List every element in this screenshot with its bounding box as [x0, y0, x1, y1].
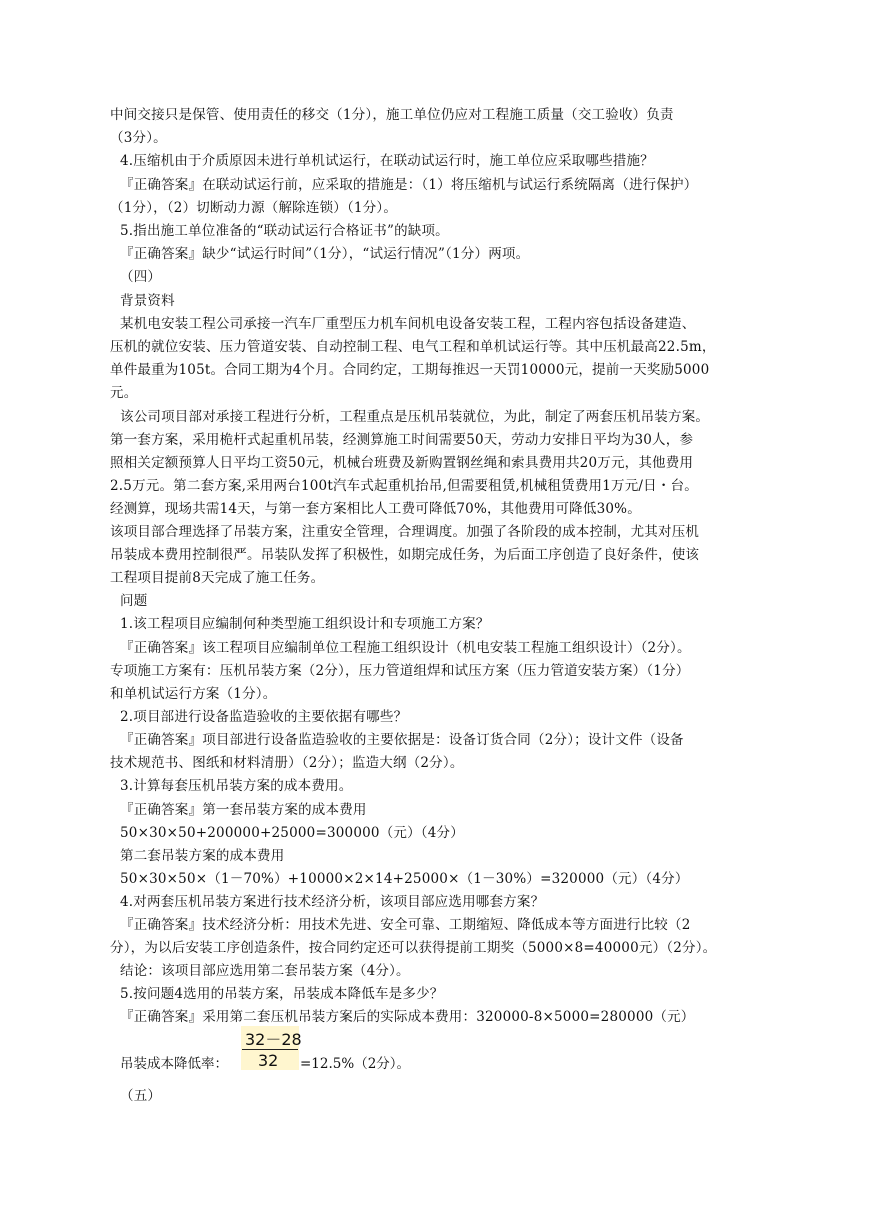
question-line: 4.对两套压机吊装方案进行技术经济分析，该项目部应选用哪套方案？: [120, 894, 545, 910]
question-line: 5.指出施工单位准备的“联动试运行合格证书”的缺项。: [120, 223, 449, 239]
answer-line: 第二套吊装方案的成本费用: [120, 848, 285, 864]
paragraph-line: 经测算，现场共需14天，与第一套方案相比人工费可降低70%，其他费用可降低30%。: [110, 501, 641, 517]
paragraph-line: 单件最重为105t。合同工期为4个月。合同约定，工期每推迟一天罚10000元，提前一天奖励5000: [110, 362, 710, 378]
answer-line: 『正确答案』缺少“试运行时间”（1分），“试运行情况”（1分）两项。: [120, 246, 530, 262]
formula-line: 50×30×50+200000+25000=300000（元）（4分）: [120, 825, 464, 841]
question-line: 5.按问题4选用的吊装方案，吊装成本降低车是多少？: [120, 986, 444, 1002]
formula-result: =12.5%（2分）。: [300, 1056, 411, 1072]
background-heading: 背景资料: [120, 293, 175, 309]
text-line: （1分），（2）切断动力源（解除连锁）（1分）。: [110, 200, 398, 216]
answer-line: 结论：该项目部应选用第二套吊装方案（4分）。: [120, 963, 410, 979]
fraction-denominator: 32: [258, 1051, 279, 1070]
formula-label: 吊装成本降低率：: [120, 1056, 228, 1072]
paragraph-line: 第一套方案，采用桅杆式起重机吊装，经测算施工时间需要50天，劳动力安排日平均为30人，参: [110, 432, 694, 448]
text-line: 中间交接只是保管、使用责任的移交（1分），施工单位仍应对工程施工质量（交工验收）负责: [110, 107, 674, 123]
answer-line: 『正确答案』该工程项目应编制单位工程施工组织设计（机电安装工程施工组织设计）（2分）。: [120, 640, 691, 656]
answer-line: 分），为以后安装工序创造条件，按合同约定还可以获得提前工期奖（5000×8=40000元）（2分）。: [110, 940, 717, 956]
section-heading: （五）: [120, 1088, 162, 1104]
paragraph-line: 某机电安装工程公司承接一汽车厂重型压力机车间机电设备安装工程，工程内容包括设备建造、: [120, 316, 696, 332]
paragraph-line: 该公司项目部对承接工程进行分析，工程重点是压机吊装就位，为此，制定了两套压机吊装方案。: [120, 409, 710, 425]
paragraph-line: 该项目部合理选择了吊装方案，注重安全管理，合理调度。加强了各阶段的成本控制，尤其对压机: [110, 524, 700, 540]
answer-line: 技术规范书、图纸和材料清册）（2分）；监造大纲（2分）。: [110, 755, 464, 771]
text-line: （3分）。: [110, 130, 167, 146]
question-line: 4.压缩机由于介质原因未进行单机试运行，在联动试运行时，施工单位应采取哪些措施？: [120, 153, 654, 169]
paragraph-line: 2.5万元。第二套方案,采用两台100t汽车式起重机抬吊,但需要租赁,机械租赁费用1万元/日・台。: [110, 478, 698, 494]
question-line: 3.计算每套压机吊装方案的成本费用。: [120, 778, 353, 794]
fraction-bar: [242, 1049, 298, 1050]
section-heading: （四）: [120, 269, 162, 285]
paragraph-line: 照相关定额预算人日平均工资50元，机械台班费及新购置钢丝绳和索具费用共20万元，其他费用: [110, 455, 694, 471]
question-line: 2.项目部进行设备监造验收的主要依据有哪些？: [120, 709, 408, 725]
paragraph-line: 工程项目提前8天完成了施工任务。: [110, 570, 325, 586]
questions-heading: 问题: [120, 593, 148, 609]
answer-line: 『正确答案』采用第二套压机吊装方案后的实际成本费用：320000-8×5000=280000（元）: [120, 1009, 695, 1025]
answer-line: 『正确答案』项目部进行设备监造验收的主要依据是：设备订货合同（2分）；设计文件（设备: [120, 732, 684, 748]
answer-line: 『正确答案』第一套吊装方案的成本费用: [120, 802, 367, 818]
answer-line: 专项施工方案有：压机吊装方案（2分），压力管道组焊和试压方案（压力管道安装方案）（1分）: [110, 663, 690, 679]
formula-line: 50×30×50×（1－70%）+10000×2×14+25000×（1－30%）=320000（元）（4分）: [120, 871, 689, 887]
answer-line: 『正确答案』技术经济分析：用技术先进、安全可靠、工期缩短、降低成本等方面进行比较（2: [120, 917, 691, 933]
answer-line: 『正确答案』在联动试运行前，应采取的措施是：（1）将压缩机与试运行系统隔离（进行保护）: [120, 177, 698, 193]
fraction-numerator: 32－28: [245, 1030, 302, 1049]
paragraph-line: 元。: [110, 385, 138, 401]
answer-line: 和单机试运行方案（1分）。: [110, 686, 277, 702]
question-line: 1.该工程项目应编制何种类型施工组织设计和专项施工方案？: [120, 616, 490, 632]
paragraph-line: 吊装成本费用控制很严。吊装队发挥了积极性，如期完成任务，为后面工序创造了良好条件，使该: [110, 547, 700, 563]
paragraph-line: 压机的就位安装、压力管道安装、自动控制工程、电气工程和单机试运行等。其中压机最高22.5m，: [110, 339, 716, 355]
